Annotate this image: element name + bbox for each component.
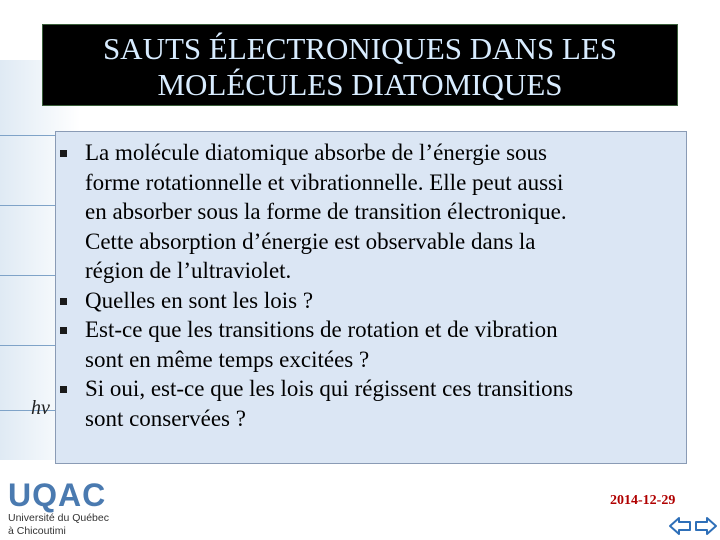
bullet-line: Quelles en sont les lois ? bbox=[85, 287, 314, 313]
hv-label: hv bbox=[31, 397, 50, 419]
bullet-square-icon bbox=[60, 386, 67, 393]
title-line-2: MOLÉCULES DIATOMIQUES bbox=[157, 67, 563, 102]
bullet-square-icon bbox=[60, 327, 67, 334]
bullet-line: forme rotationnelle et vibrationnelle. Elle peut aussi bbox=[85, 169, 564, 195]
bullet-item bbox=[56, 138, 686, 286]
bullet-line: Est-ce que les transitions de rotation et de vibration bbox=[85, 317, 558, 342]
bullet-line: Cette absorption d’énergie est observable dans la bbox=[85, 228, 536, 254]
bullet-line: sont en même temps excitées ? bbox=[85, 346, 370, 372]
bullet-line: en absorber sous la forme de transition électronique. bbox=[85, 199, 567, 224]
background-line bbox=[0, 205, 60, 206]
title-line-1: SAUTS ÉLECTRONIQUES DANS LES bbox=[102, 31, 618, 66]
bullet-item bbox=[56, 374, 686, 433]
background-line bbox=[0, 275, 60, 276]
background-line bbox=[0, 345, 60, 346]
bullet-square-icon bbox=[60, 150, 67, 157]
background-line bbox=[0, 135, 60, 136]
bullet-square-icon bbox=[60, 298, 67, 305]
slide-date: 2014-12-29 bbox=[610, 493, 676, 508]
content-box bbox=[55, 131, 687, 464]
bullet-line: région de l’ultraviolet. bbox=[85, 258, 292, 283]
bullet-item bbox=[56, 286, 686, 316]
arrow-left-icon[interactable] bbox=[668, 516, 692, 536]
uqac-logo bbox=[8, 478, 109, 538]
arrow-right-icon[interactable] bbox=[694, 516, 718, 536]
bullet-line: Si oui, est-ce que les lois qui régissent ces transitions bbox=[85, 376, 574, 401]
slide-navigation bbox=[668, 516, 718, 536]
logo-subtitle-2: à Chicoutimi bbox=[8, 525, 66, 537]
bullet-line: sont conservées ? bbox=[85, 405, 246, 431]
logo-name: UQAC bbox=[8, 477, 107, 513]
bullet-line: La molécule diatomique absorbe de l’énergie sous bbox=[85, 140, 547, 165]
logo-subtitle-1: Université du Québec bbox=[8, 512, 109, 524]
bullet-item bbox=[56, 315, 686, 374]
background-line bbox=[0, 410, 60, 411]
slide-title bbox=[42, 24, 678, 106]
bullet-list bbox=[56, 132, 686, 433]
